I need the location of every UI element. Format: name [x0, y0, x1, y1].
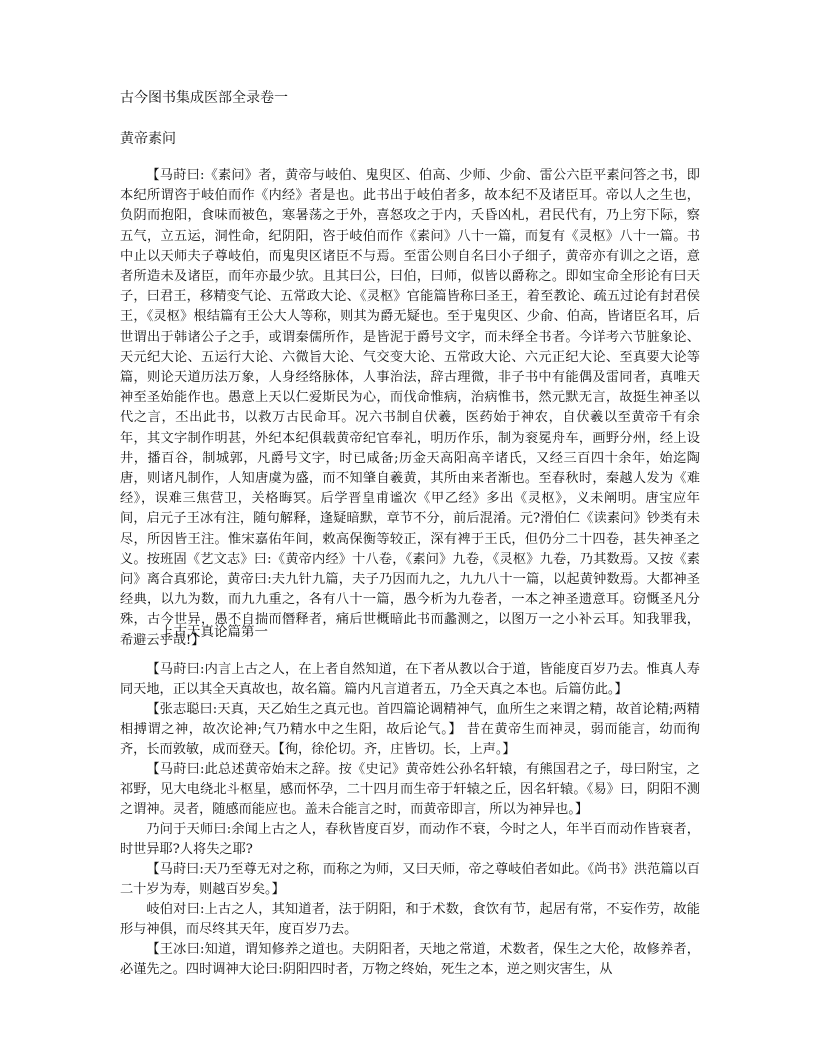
document-title: 古今图书集成医部全录卷一 [120, 90, 288, 106]
paragraph-5: 【马莳曰:天乃至尊无对之称，而称之为师，又曰天师，帝之尊岐伯者如此。《尚书》洪范篇以百二十岁为寿，则越百岁矣。】 [120, 862, 700, 898]
preface-paragraph: 【马莳曰:《素问》者，黄帝与岐伯、鬼臾区、伯高、少师、少俞、雷公六臣平素问答之书，即本纪所谓咨于岐伯而作《内经》者是也。此书出于岐伯者多，故本纪不及诸臣耳。帝以人之生也，负阴而抱阳，食味而被色，寒暑荡之于外，喜怒攻之于内，夭昏凶札，君民代有，乃上穷下际，察五气，立五运，洞性命，纪阴阳，咨于岐伯而作《素问》八十一篇，而复有《灵枢》八十一篇。书中止以天师夫子尊岐伯，而鬼臾区诸臣不与焉。至雷公则自名曰小子细子，黄帝亦有训之之语，意者所造未及诸臣，而年亦最少欤。且其曰公，曰伯，曰师，似皆以爵称之。即如宝命全形论有曰天子，曰君王，移精变气论、五常政大论、《灵枢》官能篇皆称曰圣王，着至教论、疏五过论有封君侯王，《灵枢》根结篇有王公大人等称，则其为爵无疑也。至于鬼臾区、少俞、伯高，皆诸臣名耳，后世谓出于韩诸公子之手，或谓秦儒所作，是皆泥于爵号文字，而未绎全书者。今详考六节脏象论、天元纪大论、五运行大论、六微旨大论、气交变大论、五常政大论、六元正纪大论、至真要大论等篇，则论天道历法万象，人身经络脉体，人事治法，辞古理微，非子书中有能偶及雷同者，真唯天神至圣始能作也。愚意上天以仁爱斯民为心，而伐命惟病，治病惟书，然元默无言，故挺生神圣以代之言，丕出此书，以救万古民命耳。况六书制自伏羲，医药始于神农，自伏羲以至黄帝千有余年，其文字制作明甚，外纪本纪俱载黄帝纪官奉礼，明历作乐，制为衮冕舟车，画野分州，经上设井，播百谷，制城郭，凡爵号文字，时已咸备;历金天高阳高辛诸氏，又经三百四十余年，始迄陶唐，则诸凡制作，人知唐虞为盛，而不知肇自羲黄，其所由来者渐也。至春秋时，秦越人发为《难经》，误难三焦营卫，关格晦冥。后学晋皇甫谧次《甲乙经》多出《灵枢》，义未阐明。唐宝应年间，启元子王冰有注，随句解释，逢疑暗默，章节不分，前后混淆。元?滑伯仁《读素问》钞类有未尽，所因皆王注。惟宋嘉佑年间，敕高保衡等较正，深有裨于王氏，但仍分二十四卷，甚失神圣之义。按班固《艺文志》曰:《黄帝内经》十八卷，《素问》九卷，《灵枢》九卷，乃其数焉。又按《素问》离合真邪论，黄帝曰:夫九针九篇，夫子乃因而九之，九九八十一篇，以起黄钟数焉。大都神圣经典，以九为数，而九九重之，各有八十一篇，愚今析为九卷者，一本之神圣遗意耳。窃慨圣凡分殊，古今世异，愚不自揣而僭释者，痛后世概暗此书而蠡测之，以图万一之小补云耳。知我罪我，希避云乎哉!】 [120, 168, 700, 648]
paragraph-7: 【王冰曰:知道，谓知修养之道也。夫阴阳者，天地之常道，术数者，保生之大伦，故修养者，必谨先之。四时调神大论曰:阴阳四时者，万物之终始，死生之本，逆之则灾害生，从 [120, 942, 700, 978]
section-title: 黄帝素问 [120, 131, 176, 147]
paragraph-6: 岐伯对曰:上古之人，其知道者，法于阴阳，和于术数，食饮有节，起居有常，不妄作劳，故能形与神俱，而尽终其天年，度百岁乃去。 [120, 902, 700, 938]
paragraph-2: 【张志聪曰:天真，天乙始生之真元也。首四篇论调精神气，血所生之来谓之精，故首论精;两精相搏谓之神，故次论神;气乃精水中之生阳，故后论气。】 昔在黄帝生而神灵，弱而能言，幼而徇齐，长而敦敏，成而登天。【徇，徐伦切。齐，庄皆切。长，上声。】 [120, 702, 700, 758]
paragraph-1: 【马莳曰:内言上古之人，在上者自然知道，在下者从教以合于道，皆能度百岁乃去。惟真人寿同天地，正以其全天真故也，故名篇。篇内凡言道者五，乃全天真之本也。后篇仿此。】 [120, 662, 700, 698]
paragraph-3: 【马莳曰:此总述黄帝始末之辞。按《史记》黄帝姓公孙名轩辕，有熊国君之子，母曰附宝，之祁野，见大电绕北斗枢星，感而怀孕，二十四月而生帝于轩辕之丘，因名轩辕。《易》曰，阴阳不测之谓神。灵者，随感而能应也。盖未合能言之时，而黄帝即言，所以为神异也。】 [120, 762, 700, 818]
chapter-title: 上古天真论篇第一 [160, 624, 268, 640]
paragraph-4: 乃问于天师曰:余闻上古之人，春秋皆度百岁，而动作不衰，今时之人，年半百而动作皆衰者，时世异耶?人将失之耶? [120, 822, 700, 858]
